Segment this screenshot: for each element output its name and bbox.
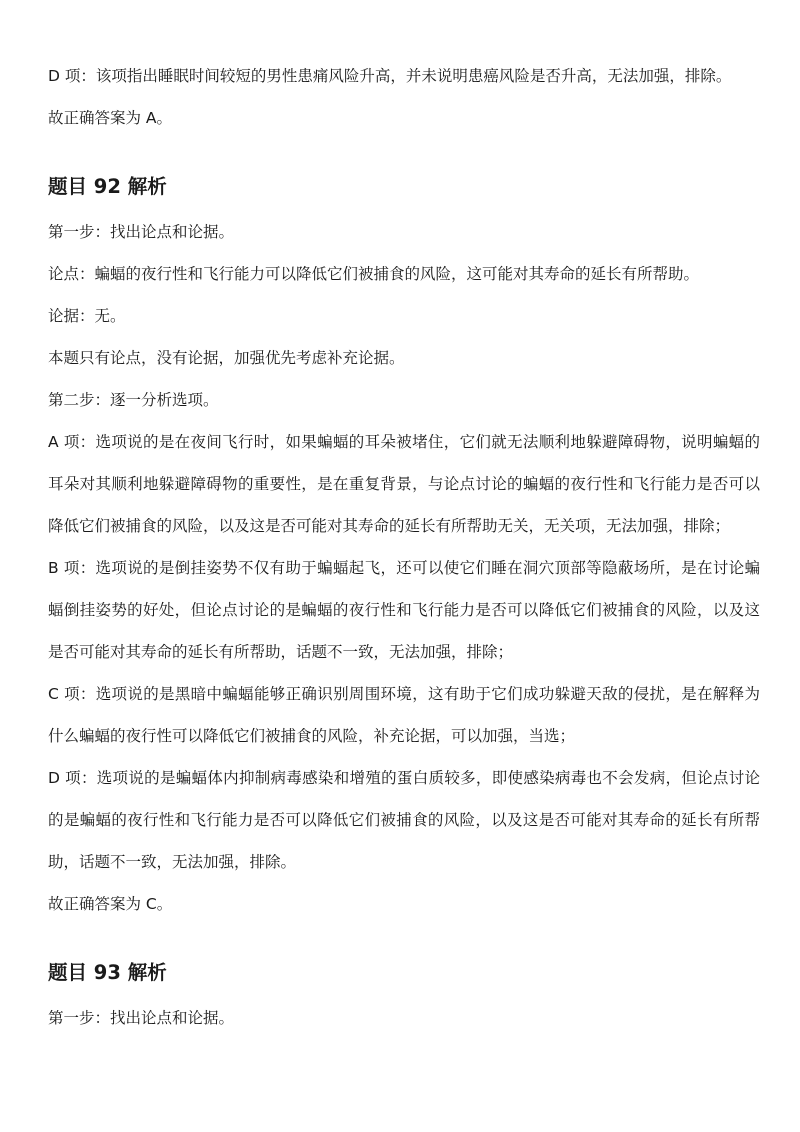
section-92-title: 题目 92 解析 (48, 175, 167, 198)
prev-option-d: D 项：该项指出睡眠时间较短的男性患痛风险升高，并未说明患癌风险是否升高，无法加强，排除。 (48, 67, 732, 85)
section-92-answer: 故正确答案为 C。 (48, 895, 173, 913)
section-92-option-d: D 项：选项说的是蝙蝠体内抑制病毒感染和增殖的蛋白质较多，即使感染病毒也不会发病，但论点讨论的是蝙蝠的夜行性和飞行能力是否可以降低它们被捕食的风险，以及这是否可能对其寿命的延长有所帮助，话题不一致，无法加强，排除。 (48, 769, 760, 871)
section-92-option-b: B 项：选项说的是倒挂姿势不仅有助于蝙蝠起飞，还可以使它们睡在洞穴顶部等隐蔽场所，是在讨论蝙蝠倒挂姿势的好处，但论点讨论的是蝙蝠的夜行性和飞行能力是否可以降低它们被捕食的风险，以及这是否可能对其寿命的延长有所帮助，话题不一致，无法加强，排除； (48, 559, 760, 661)
section-92-argument: 论点：蝙蝠的夜行性和飞行能力可以降低它们被捕食的风险，这可能对其寿命的延长有所帮助。 (48, 265, 700, 283)
section-92-note: 本题只有论点，没有论据，加强优先考虑补充论据。 (48, 349, 405, 367)
document-page (48, 55, 760, 1039)
section-92-option-a: A 项：选项说的是在夜间飞行时，如果蝙蝠的耳朵被堵住，它们就无法顺利地躲避障碍物，说明蝙蝠的耳朵对其顺利地躲避障碍物的重要性，是在重复背景，与论点讨论的蝙蝠的夜行性和飞行能力是否可以降低它们被捕食的风险，以及这是否可能对其寿命的延长有所帮助无关，无关项，无法加强，排除； (48, 433, 760, 535)
section-93-step1: 第一步：找出论点和论据。 (48, 1009, 235, 1027)
section-92-step1: 第一步：找出论点和论据。 (48, 223, 235, 241)
section-92-step2: 第二步：逐一分析选项。 (48, 391, 219, 409)
section-92-evidence: 论据：无。 (48, 307, 126, 325)
prev-answer: 故正确答案为 A。 (48, 109, 173, 127)
section-92-option-c: C 项：选项说的是黑暗中蝙蝠能够正确识别周围环境，这有助于它们成功躲避天敌的侵扰，是在解释为什么蝙蝠的夜行性可以降低它们被捕食的风险，补充论据，可以加强，当选； (48, 685, 760, 745)
section-93-title: 题目 93 解析 (48, 961, 167, 984)
